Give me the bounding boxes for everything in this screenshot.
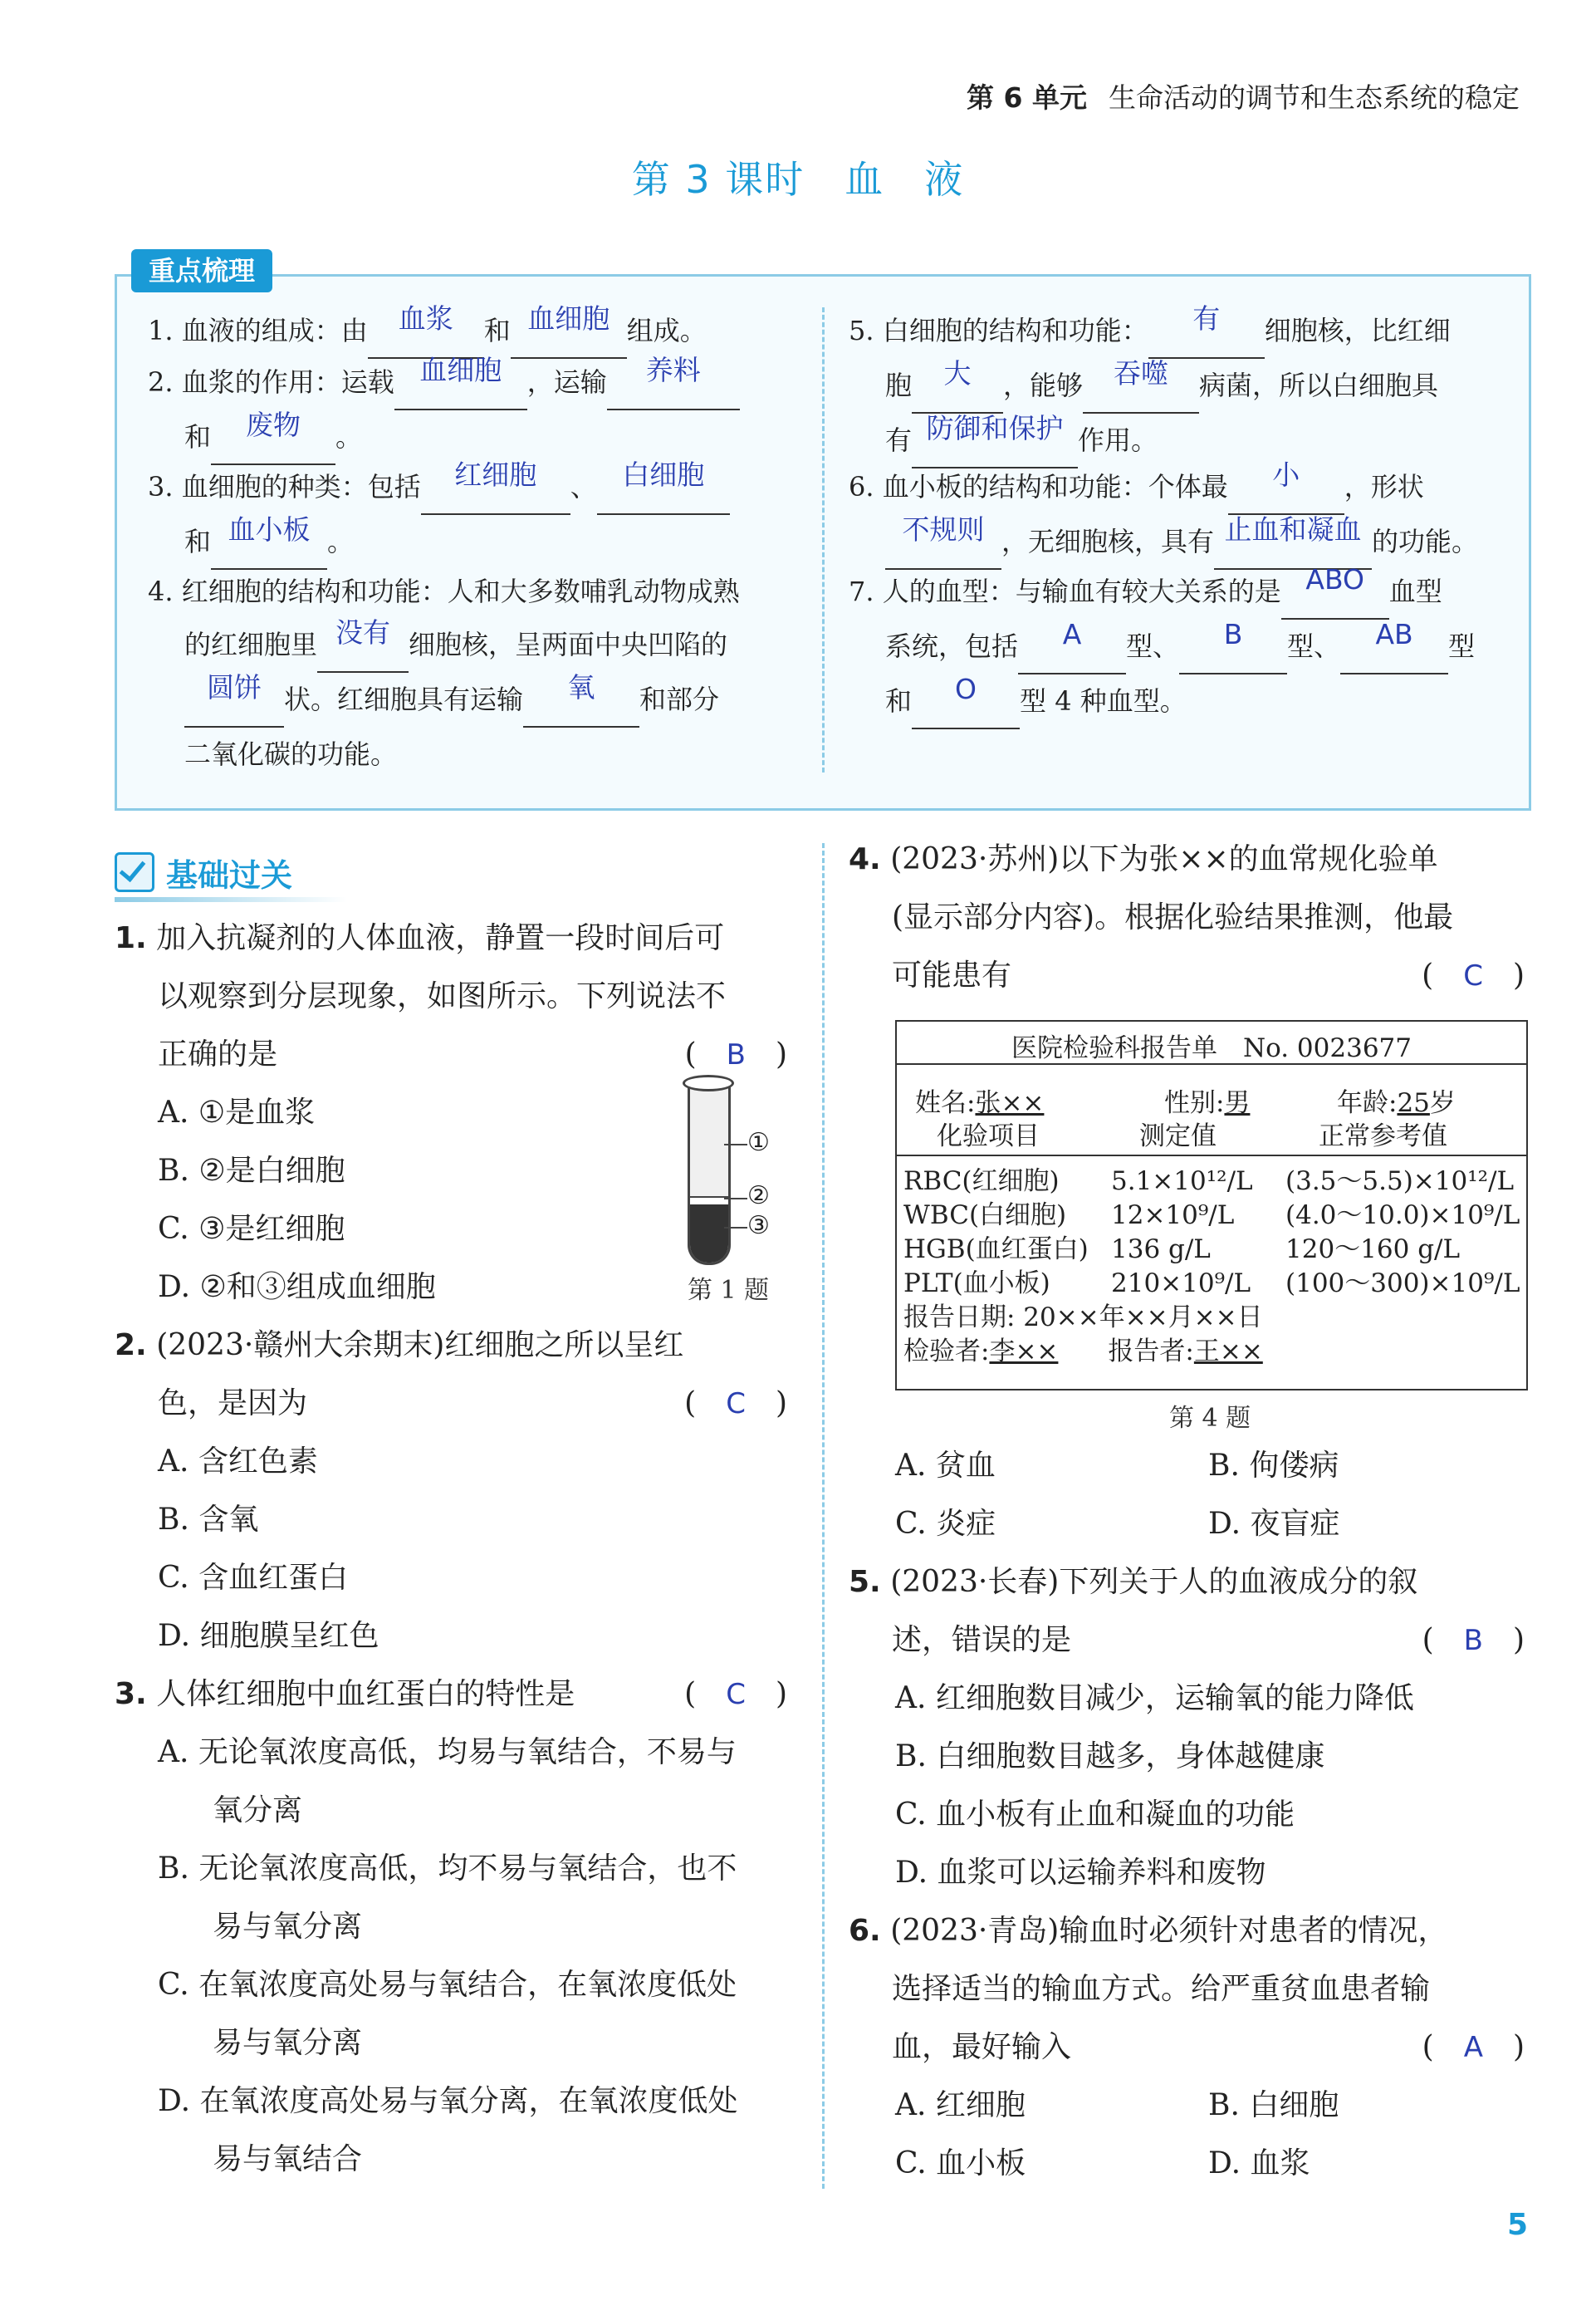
- kp6-text-c: ，形状: [1344, 471, 1424, 503]
- report-sex-label: 性别:: [1164, 1088, 1225, 1118]
- q6-answer-paren: ( A ): [1422, 2030, 1525, 2064]
- q4-line-2: (显示部分内容)。根据化验结果推测，他最: [892, 900, 1454, 934]
- question-5: [849, 1553, 1525, 1670]
- report-col-item: 化验项目: [937, 1121, 1040, 1151]
- kp1-answer-1: 血浆: [398, 302, 453, 335]
- kp7-blank-5: [912, 674, 1020, 729]
- q5-number: 5.: [849, 1565, 881, 1599]
- kp4-blank-1: [317, 618, 409, 673]
- q1-option-c: C. ③是红细胞: [158, 1212, 345, 1246]
- section-heading: [115, 849, 292, 895]
- column-divider: [822, 843, 825, 2189]
- kp7-text-e: 型、: [1126, 630, 1180, 662]
- kp6-blank-1: [1228, 460, 1344, 515]
- q4-line-3: 可能患有: [892, 959, 1012, 993]
- q3-option-a-line-2: 氧分离: [213, 1793, 303, 1827]
- tube-label-2: ②: [747, 1181, 770, 1210]
- kp7-text-c: 血型: [1388, 576, 1442, 607]
- q3-option-a: [158, 1724, 789, 1840]
- q1-line-1: 加入抗凝剂的人体血液，静置一段时间后可: [156, 921, 725, 955]
- kp6-blank-3: [1214, 515, 1372, 570]
- report-row-item: WBC(白细胞): [903, 1200, 1067, 1230]
- report-col-value: 测定值: [1139, 1121, 1217, 1151]
- q5-option-c: C. 血小板有止血和凝血的功能: [895, 1798, 1295, 1832]
- report-sex: [1164, 1081, 1250, 1119]
- report-row-value: 136 g/L: [1111, 1234, 1211, 1264]
- report-row: [903, 1199, 1521, 1233]
- kp1-answer-2: 血细胞: [527, 302, 610, 335]
- kp3-answer-1: 红细胞: [454, 459, 537, 491]
- q4-option-a: A. 贫血: [895, 1449, 996, 1483]
- unit-number: 第 6 单元: [967, 81, 1087, 114]
- kp7-text-g: 型: [1448, 630, 1476, 662]
- q5-answer: B: [1463, 1624, 1483, 1657]
- question-1: [115, 910, 787, 1084]
- kp5-text-g: 有: [885, 424, 913, 456]
- label-line-3: [724, 1227, 747, 1229]
- q2-line-1: (2023·赣州大余期末)红细胞之所以呈红: [156, 1328, 684, 1362]
- kp5-answer-4: 防御和保护: [926, 412, 1064, 444]
- kp5-text-c: 细胞核，比红细: [1264, 315, 1451, 346]
- kp2-answer-2: 养料: [645, 354, 701, 386]
- report-title: 医院检验科报告单 No. 0023677: [1011, 1033, 1412, 1063]
- report-row-value: 5.1×10¹²/L: [1111, 1166, 1253, 1196]
- report-age-value: 25: [1397, 1088, 1430, 1118]
- tube-label-1: ①: [747, 1128, 770, 1157]
- q3-line-1: 人体红细胞中血红蛋白的特性是: [156, 1677, 575, 1711]
- kp-item-3: [148, 460, 804, 570]
- q3-option-c: [158, 1956, 789, 2072]
- report-row-ref: 120～160 g/L: [1285, 1234, 1461, 1264]
- report-name: [915, 1081, 1044, 1119]
- report-checker-label: 检验者:: [903, 1337, 990, 1366]
- lesson-title: 第 3 课时 血 液: [631, 157, 965, 202]
- q6-line-3: 血，最好输入: [892, 2030, 1072, 2064]
- report-name-label: 姓名:: [915, 1088, 976, 1118]
- q4-answer-paren: ( C ): [1422, 959, 1525, 993]
- q2-number: 2.: [115, 1328, 147, 1362]
- figure-4-caption: 第 4 题: [1169, 1404, 1251, 1433]
- page-number: 5: [1506, 2208, 1528, 2242]
- report-age-unit: 岁: [1429, 1088, 1456, 1118]
- section-title: 基础过关: [166, 856, 293, 894]
- kp6-answer-1: 小: [1272, 459, 1300, 491]
- q3-answer: C: [726, 1678, 746, 1711]
- kp-item-5: [849, 304, 1513, 468]
- kp6-text-e: 的功能。: [1372, 526, 1479, 557]
- kp7-text-f: 型、: [1287, 630, 1341, 662]
- report-row-item: PLT(血小板): [903, 1268, 1050, 1298]
- q6-option-a: A. 红细胞: [895, 2088, 1026, 2122]
- q3-answer-paren: ( C ): [684, 1677, 787, 1711]
- q2-option-b: B. 含氧: [158, 1503, 259, 1537]
- kp5-blank-1: [1148, 304, 1265, 359]
- kp5-text-f: 病菌，所以白细胞具: [1199, 370, 1439, 401]
- report-name-value: 张××: [975, 1088, 1045, 1118]
- q5-option-a: A. 红细胞数目减少，运输氧的能力降低: [895, 1681, 1414, 1715]
- kp7-blank-2: [1018, 620, 1126, 674]
- report-row-item: RBC(红细胞): [903, 1166, 1060, 1196]
- q6-option-d: D. 血浆: [1208, 2146, 1310, 2180]
- kp3-blank-1: [421, 460, 570, 515]
- kp5-blank-3: [1083, 359, 1199, 414]
- report-row-ref: (4.0～10.0)×10⁹/L: [1285, 1200, 1520, 1230]
- q2-line-2: 色，是因为: [158, 1386, 308, 1420]
- q4-number: 4.: [849, 842, 881, 876]
- kp5-text-a: 5. 白细胞的结构和功能：: [849, 315, 1148, 346]
- kp2-blank-2: [607, 356, 740, 410]
- plasma-layer: [690, 1080, 728, 1196]
- kp1-text-a: 1. 血液的组成：由: [148, 315, 368, 346]
- unit-header: [967, 76, 1520, 115]
- report-title-rule: [897, 1063, 1526, 1065]
- kp5-answer-3: 吞噬: [1114, 357, 1169, 390]
- q1-option-a: A. ①是血浆: [158, 1096, 316, 1130]
- report-row: [903, 1233, 1521, 1267]
- kp5-blank-2: [912, 359, 1003, 414]
- q1-option-d: D. ②和③组成血细胞: [158, 1270, 436, 1304]
- question-3: [115, 1665, 787, 1724]
- report-age-label: 年龄:: [1337, 1088, 1398, 1118]
- kp5-text-d: 胞: [885, 370, 913, 401]
- q4-option-c: C. 炎症: [895, 1507, 996, 1541]
- kp3-answer-3: 血小板: [228, 513, 311, 546]
- kp-item-4: [148, 565, 804, 781]
- kp7-blank-4: [1340, 620, 1448, 674]
- report-row-value: 210×10⁹/L: [1111, 1268, 1251, 1298]
- kp-item-1: [148, 304, 804, 359]
- test-tube-figure: [688, 1080, 731, 1265]
- kp4-text-d: 状。红细胞具有运输: [284, 684, 524, 715]
- kp7-text-d: 系统，包括: [885, 630, 1019, 662]
- report-row: [903, 1165, 1521, 1199]
- kp-item-2: [148, 356, 804, 465]
- kp3-text-d: 和: [184, 526, 212, 557]
- report-date: 报告日期: 20××年××月××日: [903, 1302, 1263, 1332]
- kp4-text-f: 二氧化碳的功能。: [184, 738, 398, 770]
- kp4-text-c: 细胞核，呈两面中央凹陷的: [409, 629, 728, 660]
- kp7-blank-1: [1281, 565, 1389, 620]
- report-col-ref: 正常参考值: [1319, 1121, 1447, 1151]
- report-row: [903, 1267, 1521, 1301]
- question-4: [849, 831, 1525, 1005]
- kp7-blank-3: [1179, 620, 1287, 674]
- q3-option-b-line-1: B. 无论氧浓度高低，均不易与氧结合，也不: [158, 1852, 737, 1886]
- q2-option-c: C. 含血红蛋白: [158, 1561, 349, 1595]
- q1-answer-paren: ( B ): [684, 1037, 787, 1072]
- kp7-answer-2: A: [1062, 618, 1082, 650]
- kp-item-6: [849, 460, 1513, 570]
- report-checker: 李××: [989, 1337, 1059, 1366]
- q6-option-b: B. 白细胞: [1208, 2088, 1339, 2122]
- q3-option-b: [158, 1840, 789, 1956]
- q6-answer: A: [1463, 2031, 1483, 2064]
- report-sex-value: 男: [1224, 1088, 1251, 1118]
- kp2-blank-3: [211, 410, 335, 465]
- q3-option-c-line-1: C. 在氧浓度高处易与氧结合，在氧浓度低处: [158, 1968, 737, 2002]
- kp2-text-d: 和: [184, 421, 212, 453]
- report-row-value: 12×10⁹/L: [1111, 1200, 1235, 1230]
- kp7-answer-3: B: [1223, 618, 1243, 650]
- q3-option-b-line-2: 易与氧分离: [213, 1910, 363, 1944]
- kp3-text-e: 。: [327, 526, 355, 557]
- q4-option-d: D. 夜盲症: [1208, 1507, 1340, 1541]
- q1-answer: B: [726, 1038, 746, 1072]
- q6-number: 6.: [849, 1914, 881, 1948]
- test-tube-rim: [683, 1075, 734, 1091]
- kp5-text-e: ，能够: [1003, 370, 1084, 401]
- q4-option-b: B. 佝偻病: [1208, 1449, 1339, 1483]
- kp4-blank-3: [523, 673, 639, 728]
- label-line-1: [724, 1144, 747, 1145]
- q1-number: 1.: [115, 921, 147, 955]
- kp6-blank-2: [885, 515, 1001, 570]
- q6-option-c: C. 血小板: [895, 2146, 1026, 2180]
- kp2-text-c: ，运输: [526, 366, 607, 398]
- kp1-blank-2: [511, 304, 627, 359]
- kp3-answer-2: 白细胞: [622, 459, 705, 491]
- kp5-text-h: 作用。: [1078, 424, 1158, 456]
- kp3-blank-3: [211, 515, 327, 570]
- key-points-divider: [822, 307, 825, 772]
- q1-option-b: B. ②是白细胞: [158, 1154, 345, 1188]
- report-header-rule: [897, 1155, 1526, 1156]
- kp4-text-a: 4. 红细胞的结构和功能：人和大多数哺乳动物成熟: [148, 576, 740, 607]
- report-reporter-label: 报告者:: [1108, 1337, 1194, 1366]
- kp6-text-d: ，无细胞核，具有: [1001, 526, 1215, 557]
- q2-option-d: D. 细胞膜呈红色: [158, 1619, 379, 1653]
- red-cell-layer: [690, 1204, 728, 1263]
- kp7-text-i: 型 4 种血型。: [1020, 685, 1187, 717]
- q5-line-1: (2023·长春)下列关于人的血液成分的叙: [890, 1565, 1418, 1599]
- key-points-tag: 重点梳理: [131, 249, 272, 292]
- q4-line-1: (2023·苏州)以下为张××的血常规化验单: [890, 842, 1438, 876]
- kp1-blank-1: [368, 304, 484, 359]
- label-line-2: [724, 1198, 747, 1199]
- kp6-text-a: 6. 血小板的结构和功能：个体最: [849, 471, 1228, 503]
- q4-answer: C: [1463, 959, 1483, 993]
- kp3-text-c: 、: [570, 471, 597, 503]
- q3-number: 3.: [115, 1677, 147, 1711]
- report-row-item: HGB(血红蛋白): [903, 1234, 1089, 1264]
- unit-title: 生命活动的调节和生态系统的稳定: [1109, 81, 1520, 114]
- lab-report: [895, 1020, 1528, 1390]
- q5-answer-paren: ( B ): [1422, 1623, 1525, 1657]
- kp7-text-a: 7. 人的血型：与输血有较大关系的是: [849, 576, 1281, 607]
- q5-option-b: B. 白细胞数目越多，身体越健康: [895, 1739, 1325, 1773]
- report-reporter: 王××: [1193, 1337, 1263, 1366]
- q3-option-d-line-2: 易与氧结合: [213, 2142, 363, 2176]
- section-underline: [115, 897, 347, 902]
- q3-option-d: [158, 2072, 789, 2189]
- kp6-answer-3: 止血和凝血: [1224, 513, 1362, 546]
- report-row-ref: (100～300)×10⁹/L: [1285, 1268, 1520, 1298]
- kp5-answer-1: 有: [1192, 302, 1221, 335]
- q1-line-3: 正确的是: [158, 1037, 278, 1072]
- kp4-answer-1: 没有: [335, 616, 391, 649]
- tube-label-3: ③: [747, 1211, 770, 1240]
- kp7-answer-5: O: [955, 673, 977, 705]
- q2-answer: C: [726, 1387, 746, 1420]
- report-rows: [903, 1165, 1521, 1369]
- kp4-blank-2: [184, 673, 284, 728]
- kp4-text-b: 的红细胞里: [184, 629, 318, 660]
- kp5-answer-2: 大: [943, 357, 972, 390]
- question-6: [849, 1902, 1525, 2077]
- report-age: [1337, 1081, 1456, 1119]
- q2-answer-paren: ( C ): [684, 1386, 787, 1420]
- kp2-blank-1: [394, 356, 527, 410]
- kp3-blank-2: [597, 460, 730, 515]
- report-row-ref: (3.5～5.5)×10¹²/L: [1285, 1166, 1515, 1196]
- q6-line-1: (2023·青岛)输血时必须针对患者的情况，: [890, 1914, 1448, 1948]
- kp4-answer-3: 氧: [567, 671, 595, 704]
- q6-line-2: 选择适当的输血方式。给严重贫血患者输: [892, 1972, 1431, 2006]
- kp3-text-a: 3. 血细胞的种类：包括: [148, 471, 421, 503]
- kp2-answer-1: 血细胞: [419, 354, 502, 386]
- q3-option-d-line-1: D. 在氧浓度高处易与氧分离，在氧浓度低处: [158, 2084, 738, 2118]
- q3-option-a-line-1: A. 无论氧浓度高低，均易与氧结合，不易与: [158, 1735, 737, 1769]
- q5-option-d: D. 血浆可以运输养料和废物: [895, 1856, 1266, 1890]
- kp4-answer-2: 圆饼: [207, 671, 262, 704]
- figure-1-caption: 第 1 题: [688, 1276, 770, 1305]
- kp1-text-c: 和: [483, 315, 511, 346]
- kp-item-7: [849, 565, 1513, 729]
- kp4-text-e: 和部分: [639, 684, 720, 715]
- q5-line-2: 述，错误的是: [892, 1623, 1072, 1657]
- kp7-answer-1: ABO: [1305, 563, 1365, 596]
- q3-option-c-line-2: 易与氧分离: [213, 2026, 363, 2060]
- report-signatures: [903, 1335, 1521, 1369]
- kp7-text-h: 和: [885, 685, 913, 717]
- question-2: [115, 1317, 787, 1433]
- q2-option-a: A. 含红色素: [158, 1444, 318, 1479]
- q1-line-2: 以观察到分层现象，如图所示。下列说法不: [158, 979, 727, 1013]
- kp2-text-e: 。: [335, 421, 363, 453]
- kp2-answer-3: 废物: [246, 409, 301, 441]
- kp6-answer-2: 不规则: [902, 513, 985, 546]
- kp2-text-a: 2. 血浆的作用：运载: [148, 366, 394, 398]
- kp7-answer-4: AB: [1375, 618, 1413, 650]
- checkbox-icon: [115, 852, 154, 892]
- kp1-text-d: 组成。: [626, 315, 707, 346]
